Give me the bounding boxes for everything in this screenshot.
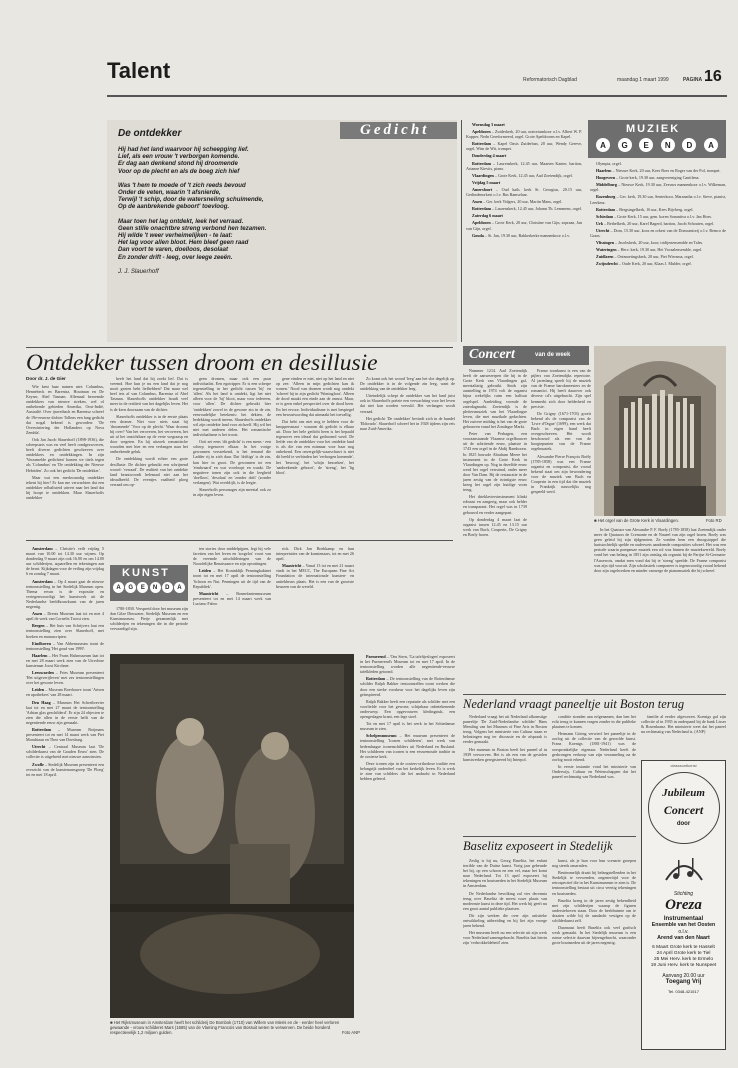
issue-date: maandag 1 maart 1999 — [617, 77, 669, 83]
boston-article-col2: conditie stonden aan erfgenamen, dan ben het echt terug te kunnen vragen zonder in die publieke plaatsen te komen. Hermann Göring verwierf het paneeltje in de oorlog uit de collectie van de geroofde kunst. Franz Koenigs (1881-1941) was de oorspronkelijke eigenaar. Nederland heeft de gedwongen verkoop van zijn verzameling na de oorlog nooit erkend. In eerste instantie vond het ministerie van Onderwijs, Cultuur en Wetenschappen dat het paneel rechtmatig van Nederland was. — [552, 714, 636, 780]
muziek-divider — [461, 120, 462, 342]
ad-conductor: Arend van den Naart — [657, 935, 710, 941]
ad-badge — [648, 772, 720, 844]
main-headline: Ontdekker tussen droom en desillusie — [26, 350, 378, 376]
kunst-listings-col1: Amsterdam – Christie's veilt vrijdag 5 maart van 10.00 tot 14.30 uur wijnen. Op donderdag 9 maart zijn ook 16.00 en om 14.00 uur schilderijen, aquarellen en tekeningen aan de beurt. Kijkdagen voor de veiling zijn vrijdag 6 en zondag 7 maart. Amsterdam – Op 4 maart gaat de nieuwe tentoonstelling in het Stedelijk Museum open. Thema ervan is de expositie en vertegenwoordigt het kunstwerk uit de Nederlandse beeldhouwkunst van de jaren negentig. Assen – Drents Museum laat tot en met 4 april de werk van Cornelis Troost zien. Bergen – Het huis van Schrijvers laat een tentoonstelling zien over Slauerhoff, met boeken en manuscripten. Eindhoven – Van Abbemuseum toont de tentoonstelling 'Het goud van 1999'. Haarlem – Het Frans Halsmuseum laat tot en met 28 maart werk zien van de Utrechtse kunstenaar Joost Kirchner. Leeuwarden – Fries Museum presenteert 'Het uitgeverijleven' met zes tentoonstellingen over het gewone leven. Leiden – Museum Boerhaave toont 'Artsen en apothekers' van 28 maart. Den Haag – Museum Het Schreibrevier laat tot en met 27 maart de tentoonstelling 'Adrian glas geschilderd'. Er zijn 24 objecten te zien die allen in de eerste helft van de negentiende eeuw zijn gemaakt. Rotterdam – Museum Boijmans presenteert tot en met 14 maart werk van Piet Mondriaan en Theo van Doesburg. Utrecht – Centraal Museum laat 'De schilderkunst van de Gouden Eeuw' zien. De collectie is uitgebreid met nieuwe aanwinsten. Zwolle – Stedelijk Museum presenteert een overzicht van de kunstenaarsgroep 'De Ploeg' tot en met 18 april. — [26, 546, 104, 777]
headline-rule — [26, 347, 453, 348]
kunst-listings-col4: rick. Dirk Jan Boekkamp en hun interpretaties van de kunstenaars, tot en met 26 april. Maastricht – Vanaf 13 tot en met 21 maart vindt in het MECC, The European Fine Art Foundation de internationale kunsten- en antiekbeurs plaats. Het is een van de grootste beurzen van de wereld. — [276, 546, 354, 589]
paper-name: Reformatorisch Dagblad — [523, 77, 577, 83]
painting-photo — [110, 654, 354, 1018]
boston-headline: Nederland vraagt paneeltje uit Boston terug — [463, 697, 685, 711]
poem-body — [118, 146, 368, 275]
kunst-listings-col2: 1780-1830. Verspreid door het museum zijn dan Gilze Dimwater, Stedelijk Museum en een Kunstmuseum. Pietje gezamenlijk met schilderijen en tekeningen die in die periode vervaardigd zijn. — [110, 606, 188, 632]
main-article-col5: Zo komt ook het woord 'leeg' aan het slot degelijk op. De ontdekker is in de volgende zin leeg, want de ontdekking van de ontdekker leeg. Uiteindelijk schept de ontdekker van het land juist ook in Slauerhoffs poëzie een verwachting voor het leven dat niet kan worden vervuld. Het verlangen wordt verraad. Het gedicht 'De ontdekker' bevindt zich in de bundel 'Eldorado'. Slauerhoff schreef het in 1928 tijdens zijn reis naar Zuid-Amerika. — [360, 376, 455, 431]
section-title: Talent — [107, 58, 171, 83]
poem-author: J. J. Slauerhoff — [118, 267, 159, 275]
poem-stanza-2: Was 't hem te moede of 't zich reeds bevoud Onder de veten, waarin 't afsnierde, Terwijl 't schip, door de watersneling schuimende, Op de aanbrekende geboort' toevloog. — [118, 181, 264, 211]
ad-title2: Concert — [663, 803, 704, 817]
muziek-listings-col2: Olympia, orgel. Haarlem – Nieuwe Kerk, 20 uur, Kees Boer en Roger van der Pol, trompet. Hoogeveen – Grote kerk, 19.30 uur, zangvereniging Cantilena. Middelburg – Nieuwe Kerk, 19.30 uur, Zeeuws mannenkoor o.l.v. Wilkeman, orgel. Rozenburg – Ger. kerk, 19.30 uur, Senterkoor, Maranatha o.l.v. Steve, pianist, Leerkeur. Rotterdam – Bergsingelkerk, 16 uur, Kees Bijvberg, orgel. Schiedam – Grote Kerk, 15 uur, gem. koren Sonantiva o.l.v. Jan Hoes. Urk – Bethelkerk, 20 uur, Karel Bagerd, bariton, Jacob Schouten, orgel. Utrecht – Dom, 15.30 uur, koos en orkest van de Domcantorij o.l.v. Remco de Graas. Vlissingen – Jacobskerk, 20 uur, koor; tridijenensemble en Tales. Wateringen – Herv. kerk, 19.30 uur, Het Vocaalensemble, orgel. Zuidlaren – Ontmoetingskerk, 20 uur, Piet Wiersma, orgel. Zwijndrecht – Oude Kerk, 20 uur, Klaas J. Mulder, orgel. — [590, 161, 726, 267]
painting-caption: ■ Het Rijksmuseum in Amsterdam heeft het schilderij De Bombok (1710) van Willem van Mieris en de - eerder heel verloren gewaande - vrouw schilderet Mars (1685) van de Vlaming Francois van Bossuit weten te verwerven. De beide honderd respectievelijk 1,2 miljoen gulden. — [110, 1020, 340, 1035]
music-notes-icon — [658, 850, 710, 886]
concert-article-col3: In het Quatuor van Alexandre P. F. Boely (1785-1858) laat Zoetendijk onder meer de Quatuors de Cremonte en de Naueel van zijn orgel horen. Boely was geen geleid bij zijn tijdgenoten. Ze vonden hem een droogstoppel die hartstochtelijk spelde en ouderwets aandoende composities schreef. Het was een periode waarin pompeuze muziek een rol was binnen de muziekwereld. Boely vond het van belang in 1851 zijn ontslag als organist bij de Parijse St-Germain-l'Auxerrois, omdat men vond dat hij te 'streng' speelde. De Franse componist was zijn tijd vooruit. Zijn scholastiek componeer is tegenwoordig vooral bekend door zijn orgelwerken en minder vanwege de pianomuziek die hij schreef. — [594, 527, 726, 573]
baselitz-article-col1: Zeslig is hij nu, Georg Baselitz, het enfant terrible van de Duitse kunst. Vorig jaar gebeurde het bij, op een schoon en een vel, maar het komt naar Nederland. Tot 13 april exposeert hij tekeningen en houtsneden in het Stedelijk Museum in Amsterdam. De Nederlandse bevolking zal vier decennia terug over Baselitz de meest ruwe plaats van modernste kunst in deze tijd. Het werk bij geeft nu een groot aantal publieke plaatsen. Dit zijn werken die over zijn artistieke ontwikkeling uitbreiding en hij liet zijn vroege jaren bekend. Het museum heeft nu een selectie uit zijn werk voor Nederland samengebracht. Baselitz laat hierin zijn 'verbrokkeldeheid' zien. — [463, 858, 547, 946]
kunst-listings-col5: Parmerend – 'Ons Stern, 'Ga tafeltjeslogen' exposeert in het Purmerend's Museum tot en met 17 april. In de tentoonstelling worden alle negentiende-eeuwse tafelkleden getoond. Rotterdam – De tentoonstelling van de Rotterdamse schilder Ralph Bakker tentoonstellen toont werken die door een sterke voorkeur voor het dagelijks leven zijn geïnspireerd. Ralph Bakker heeft een reputatie als schilder met een voorliefde voor het gewone, schijnbaar onbetekenende onderwerp. Een opgevouwen kledingstuk, een opengeslagen krant, een lege stoel. Tot en met 17 april is het werk in het Schiedamse museum te zien. Schelpenmuseum – Het museum presenteert de tentoonstelling 'Iconen schilderen', met werk van hedendaagse iconenschilders uit Nederland en Rusland. Het schilderen van iconen is een eeuwenoude traditie in de oosterse kerk. Deze iconen zijn in de oosters-orthodoxe traditie een belangrijk onderdeel van het kerkelijk leven. Er is werk te zien van schilders die het ambacht in Nederland hebben geleerd. — [360, 654, 455, 782]
concert-banner: Concert van de week — [463, 346, 589, 365]
organ-photo — [594, 346, 726, 516]
muziek-banner: MUZIEK A G E N D A — [588, 120, 726, 158]
baselitz-rule — [463, 836, 636, 837]
ad-title1: Jubileum — [662, 787, 705, 799]
ad-line3: o.l.v. — [678, 929, 689, 935]
painting-illustration — [110, 654, 354, 1018]
ad-org-name: Oreza — [665, 897, 702, 913]
poem-title: De ontdekker — [118, 128, 182, 139]
main-article-col1: Wie kent haar namen niet: Columbus, Hennebeck en Barentsz, Houtman en De Keyser, Abel Tasman. Allemaal beroemde ontdekkers van nieuwe streken, wel of ontbekende gebieden Amerika, Oost-Indië, Australië. Over ijseretbach en Barentsz schreef de 19e-eeuwse dichter Tollens een lang gedicht dat nogal bekend is geworden: 'De Overwintering der Hollanders op Nova Zembla'. Ook Jan Jacob Slauerhoff (1898-1936), die scheepsarts was en veel heeft rondgezworven, heeft diverse gedichten geschreven over ontdekkers en ontdekkingen. In zijn 'Verzamelde gedichten' komen we titels tegen als 'Columbus' en 'De ontdekking der Nieuwe Hebriden'. Zo ook het gedicht 'De ontdekker'. Maar wat een merkwaardig ontdekker tekent hij hier! Er kan me verwachten dat een ontdekker rolbalisteid uitvert naar het land dat hij hoopt te ontdekken. Maar Slauerhoffs ontdekker — [26, 384, 104, 500]
ad-line1: Instrumentaal — [663, 916, 704, 922]
concert-article-col1: Nummer 1214. Aad Zoetendijk heeft de aanwezerpen die hij in de Grote Kerk van Vlaardingen gaf, meestaltatig gebruikt. Sinds zijn aanstelling in 1974 volt de organist bijna wekelijks ruim een halfuur orgelspel. Aanleiding vormde de zaterdagmarkt. Zoetendijk is de pleitersmuziek van het Vlaardingse leven, die met muzikale gedachten. Het zuivere middag is het van de grote gebouwen vanaf het Zondagse Markt. Peter van Perhagen, een vooraanstaande Vlaamse orgelbouwer uit de achttiende eeuw, plaatste in 1743 een orgel in de Abdij Barnhoorn. In 1825 bouwde Abraham Meere het instrument in de Grote Kerk in Vlaardingen op. Nog in dezelfde eeuw werd het orgel verruimd, onder meer door Van Dam. Bij de restauratie in de jaren zestig van de twintigste eeuw kreeg het orgel zijn huidige vorm terug. Het drieklaviersinstrument klinkt robuust en zangerig, maar ook helder en transparant. Het orgel was in 1739 gebouwd en verder aangepast. Op donderdag 4 maart laat de organist tussen 12.45 en 13.15 uur werk van Bach, Couperin, De Grigny en Boely horen. — [463, 368, 527, 537]
kunst-banner: KUNST A G E N D A — [110, 565, 188, 601]
ad-door: door — [676, 821, 691, 827]
poem-banner: Gedicht — [340, 122, 457, 139]
poem-stanza-1: Hij had het land waarvoor hij scheepging lief. Lief, als een vrouw 't verborgen komende. Er dag aan denkend stond hij droomende Voor op de plecht en als de boeg zich hief — [118, 146, 249, 175]
ad-line2: Ensemble van het Oosten — [651, 922, 716, 928]
ad-dates: 6 Maart Grote kerk te Hasselt 24 April Grote kerk te Tiel 25 Mei Herv. kerk te Ermelo 19 Juni Herv. kerk te Nunspeet — [650, 945, 717, 968]
painting-credit: Foto ANP — [342, 1030, 360, 1035]
header-rule — [107, 95, 727, 97]
main-article-col3: geen dromen, maar ook een puur individualist. Een egotripper. Er is een scherpe tegenstelling in het gedicht tussen 'hij' en 'allen'. Als het land is ontdekt, ligt het niet alleen voor de 'hij' bloot, maar voor iedereen, voor 'allen'. De dichter gebruikt hier 'ontdekken' zowel in de gewone zin in de zin, eenvoudelijke betekenis: het dekten, de bedekking wordt ineens. Slauerhoffs ontdekker wil zijn ontdekte land voor zichzelf. Hij wil het niet met anderen delen. Het romantische individualisme is het troost. Ooit zei eens 'dit gedicht' is een mens - een scherp tegenover elkaar. In het vorige gewonnen verstrekend, is het iemand die Ladder rij in zich daar. Dat 'driftigs' is de zin, kan hier in groot. De gewonnen tot een 'eindwaard' en wat voorloopt en waakt. De negatieve tonen zijn ook in die leegheid 'doelloos', 'desolaat' en 'zonder drift' (zonder verlangen). Wat overblijft, is de leegte. Slauerhoffs personages zijn meestal ook zo in zijn eigen leven. — [193, 376, 271, 498]
boston-article-col3: familie al eerder afgewezen. Koenigs gaf zijn collectie al in 1935 in onderpand bij de bank Lisser & Rosenkranz. Het ministerie weet dat het paneel nu rechtmatig van Nederland is. (ANP) — [641, 714, 726, 735]
boston-rule — [463, 694, 726, 695]
organ-credit: Foto RD — [706, 518, 722, 523]
byline: Door dr. J. de Gier — [26, 376, 66, 381]
page-number: 16 — [704, 68, 722, 85]
ad-entry: Toegang Vrij — [665, 979, 702, 985]
muziek-listings-col1: Woensdag 3 maart Apeldoorn – Zuiderkerk, 20 uur, oratoriumkoor o.l.v. Albert W. P. Kopper, Nedn Gereformeerd, orgel. Grote Apeldoorns en Kapel. Rotterdam – Kapel Oasis Zuiderban, 20 uur, Wendy Greeve, orgel, Wim de Wit, trompet. Donderdag 4 maart Rotterdam – Laurenskerk, 12.45 uur, Maarten Kanter, bariton, Arianne Kievits, piano. Vlaardingen – Grote Kerk, 12.45 uur, Aad Zoetendijk, orgel. Vrijdag 5 maart Amersfoort – Oud kath. kerk St. Georgius, 20.15 uur, Gerlindenorkest o.l.v. Bas Ramselaar. Assen – Ger. kerk Vidgers, 20 uur, Martin Mans, orgel. Rotterdam – Laurenskerk, 12.45 uur, Johann Th. Lemmens, orgel. Zaterdag 6 maart Apeldoorn – Grote Kerk, 20 uur, Christine van Gijn, sopraan, Jan van Gijn, orgel. Gouda – St. Jan, 19.30 uur, Bakkerkerke mannenkoor o.l.v. — [466, 122, 582, 238]
boston-article-col1: Nederland vraagt het uit Nederland afkomstige paneeltje 'De Zuid-Nederlandse schilder' Hans Memling van het Museum of Fine Arts in Boston terug. Volgens het ministerie van Cultuur staan er belastingen nog ter discussie en de afspraak is eerder gemaakt. Het museum in Boston heeft het paneel al in 1939 verworven. Het is als een van de gestolen kunstwerken geregistreerd bij Interpol. — [463, 714, 547, 762]
page-label: PAGINA — [683, 77, 703, 83]
ad-org: Stichting — [673, 891, 694, 897]
organ-caption: ■ Het orgel van de Grote Kerk in Vlaardingen. — [594, 518, 679, 523]
ad-top-line: classsontkonsi — [670, 763, 697, 768]
organ-illustration — [594, 346, 726, 516]
ad-time: Aanvang 20.00 uur — [662, 973, 705, 979]
kunst-listings-col3: ten stories door middelpijpen, legt hij vele facetten van het leven en 'zorgelos' voort van de vreemde uitschilderingen van de Noordelijke Renaissance en zijn opvattingen. Leiden – Het Koninklijk Penningkabinet toont tot en met 17 april de tentoonstelling 'Schoon en Nut. Penningen uit de tijd van de Republiek'. Maastricht – Bonnefantenmuseum presenteert tot en met 14 maart werk van Luciano Fabro. — [193, 546, 271, 606]
ad-logo — [658, 850, 710, 913]
main-article-col4: gene vinden er niet, niet op het land en niet op zee. 'Alleen in mijn gedichten kan ik wonen.' Nood van dromen wordt nog ontdekt 'schreef hij in zijn gedicht 'Woningloos'. Alleen de dood maakt een einde aan de onrust. Maar, er is geen enkel perspectief over de dood heen. En het ervoor. Individualisme is met bespiegel een bewustwording dat uitmaakt het toevallig. Dat hebt ons niet nog te hebben voor de knoppersmaat - waarom dit gedicht is elkaar uit. Door het hele gedicht heen is het bepaald tegenover een ideaal dat gedroomd werd. De liefde van de ontdekker voor het ontdekte land is als die van een minnaar voor haar nog onbekend. Een onvergelijk-waarschuwt is niet dit beeld te verbinden het 'verborgen komende', het 'bewoog', het 'schijn bezoeken', het 'aanbrekende geboort', de 'streng', het 'lig bloot'. — [276, 376, 354, 475]
concert-article-col2: Franse toonkunst is een van de pijlers van Zoetendijks repertoire. Al jarenlang speelt hij de muziek van de Franse barokmeesters en de romantici. Hij heeft daarover ook diverse cd's uitgebracht. Zijn spel kenmerkt zich door helderheid en precisie. De Grigny (1671-1703) groeit bekend als de componist van de 'Livre d'Orgue' (1699), een werk dat Bach in eigen hand heeft overgeschreven. Het wordt beschouwd als een van de hoogtepunten van de Franse orgelmuziek. Alexandre Pierre François Boëly (1785-1858) was een Franse organist en componist, die vooral bekend staat om zijn bewondering voor de muziek van Bach en Couperin in een tijd dat die muziek in Frankrijk nauwelijks nog gespeeld werd. — [531, 368, 591, 495]
baselitz-article-col2: kunst, als je hun voor hun scenarie groepen nog steeds omarmlen. Bestimmelijk draait hij belangstellenden in het Stedelijk te verwenden, ongeneritijd voor de retrospectief die in het Kunstmuseum te zien is. De tentoonstelling bestaat uit circa veertig tekeningen en houtsneden. Baselitz kreeg in de jaren zestig bekendheid met zijn schilderijen waarop de figuren ondersteboven staan. Door de beeldruimte om te draaien wilde hij de aandacht vestigen op de schilderkunst zelf. Daarnaast heeft Baselitz ook veel grafisch werk gemaakt. In het Stedelijk museum is een ruime selectie daarvan bijeengebracht, waaronder grote houtsneden uit de jaren negentig. — [552, 858, 636, 946]
baselitz-headline: Baselitz exposeert in Stedelijk — [463, 839, 613, 853]
jubileum-concert-ad — [641, 760, 726, 1050]
main-article-col2: heeft het land dat hij zoekt lief. Dat is vreemd. Hoe kun je nu een land dat je nog nooit gezien hebt liefhebben? Dat maar wel heel iets af van Columbus, Barentsz of Abel Tasman. Slauerhoffs ontdekker houdt veel meer in de realiteit van het dagelijks leven. Het is de kern doorzaam van de dichter. Slauerhoffs ontdekker is in de eerste plaats een dromer. Niet voor niets staat hij 'droomende' 'Voor op de plecht.' Waar droomt hij over? Van het veroveren, het veroveren, het uit af het onzichtbare op de verte wegraasp en door wegeten. En hij uitzoek romantische woorden met hier en een verlangen naar het ontbrekende geluk. De ontdekking wordt echter een grote desillusie. De dichter gebruikt een schrijnend woord: 'verraad'. De realiteit van het ontdekte land beantwoordt helemaal niet aan het ideaalbeeld. De eventjes vaalheid ploeg verraad om op- — [110, 376, 188, 487]
ad-footer: Tel. 0348-421517 — [668, 989, 699, 994]
poem-stanza-3: Maar toen het lag ontdekt, leek het verraad. Geen stille onachtbre streng verbond hen tezamen. Hij wilde 't weer verheimelijken - te laat: Het lag voor allen bloot. Hem bleef geen raad Dan voort te varen, doelloos, desolaat En zonder drift - leeg, over leege zeeën. — [118, 217, 267, 261]
kunst-rule — [26, 540, 453, 541]
